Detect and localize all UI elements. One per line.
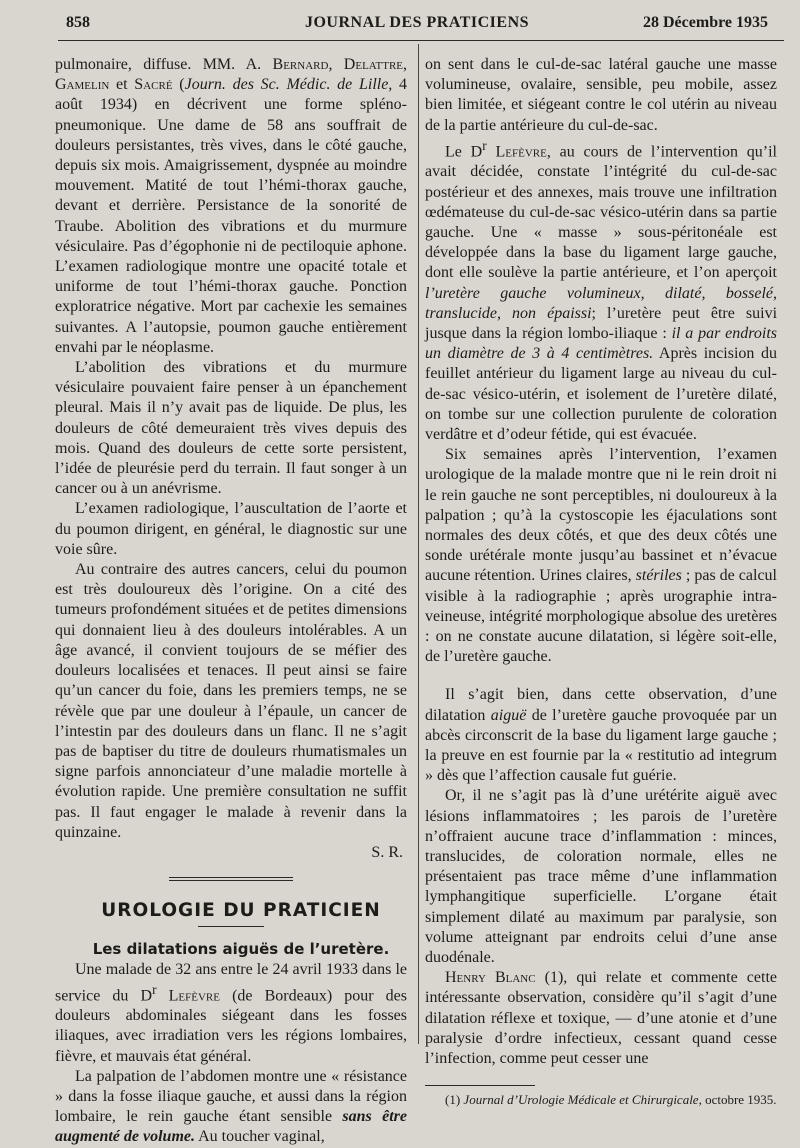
signature: S. R. — [371, 843, 403, 861]
footnote: (1) Journal d’Urologie Médicale et Chirurgicale, octobre 1935. — [445, 1092, 777, 1108]
paragraph: Le $D^r$ Lefèvre, au cours de l’intervention qu’il avait décidée, constate l’intégrité du cul-de-sac postérieur et des annexes, mais trouve une infiltration œdémateuse du cul-de-sac vésico-utérin dans sa partie gauche. Une « masse » sous-péritonéale est développée dans la base du ligament large gauche, dont elle soulève la partie antérieure, et l’on aperçoit l’uretère gauche volumineux, dilaté, bosselé, translucide, non épaissi; l’uretère peut être suivi jusque dans la région lombo-iliaque : il a par endroits un diamètre de 3 à 4 centimètres. Après incision du feuillet antérieur du ligament large au niveau du cul-de-sac vésico-utérin, et isolement de l’uretère dilaté, on tombe sur une collection purulente de coloration verdâtre et d’odeur fétide, qui est évacuée. — [425, 137, 778, 443]
footnote-reference: Journal d’Urologie Médicale et Chirurgicale, — [463, 1092, 702, 1108]
author-name: Delattre — [343, 56, 404, 73]
section-title: UROLOGIE DU PRATICIEN — [101, 900, 381, 922]
header-rule — [58, 40, 784, 41]
journal-name: JOURNAL DES PRATICIENS — [304, 14, 530, 31]
paragraph: L’examen radiologique, l’auscultation de l’aorte et du poumon dirigent, en général, le diagnostic sur une voie sûre. — [55, 500, 407, 558]
emphasis: sans être augmenté de volume. — [55, 1108, 407, 1146]
right-column — [425, 55, 777, 1108]
column-divider — [418, 44, 419, 1044]
author-name: Lefèvre — [495, 143, 547, 161]
paragraph: pulmonaire, diffuse. MM. A. Bernard, Delattre, Gamelin et Sacré (Journ. des Sc. Médic. de Lille, 4 août 1934) en décrivent une forme spléno-pneumonique. Une dame de 58 ans souffrait de douleurs persistantes, très vives, dans le côté gauche, depuis six mois. Amaigrissement, dyspnée au moindre mouvement. Matité de tout l’hémi-thorax gauche, devant et derrière. Persistance de la sonorité de Traube. Abolition des vibrations et du murmure vésiculaire. Pas d’égophonie ni de pectiloquie aphone. L’examen radiologique montre une opacité totale et uniforme de tout l’hémi-thorax gauche. Ponction exploratrice négative. Mort par cachexie les semaines suivantes. A l’autopsie, poumon gauche entièrement envahi par le néoplasme. — [55, 56, 408, 356]
emphasis: il a par endroits un diamètre de 3 à 4 centimètres. — [425, 324, 777, 363]
page-number: 858 — [66, 14, 90, 31]
paragraph: Or, il ne s’agit pas là d’une urétérite aiguë avec lésions inflammatoires ; les parois de l’uretère n’offraient aucune trace d’inflammation : minces, translucides, de coloration normale, elles ne présentaient pas trace même d’une inflammation lymphangitique superficielle. L’organe était simplement dilaté au maximum par paralysie, son volume atteignant par endroits celui d’une anse duodénale. — [425, 787, 777, 967]
emphasis: stériles — [635, 567, 682, 585]
journal-reference: Journ. des Sc. Médic. de Lille, — [184, 76, 393, 94]
section-separator — [169, 877, 293, 881]
author-name: Bernard — [272, 56, 329, 73]
paragraph: Six semaines après l’intervention, l’examen urologique de la malade montre que ni le rein droit ni le rein gauche ne sont perceptibles, ni douloureux à la palpation ; qu’à la cystoscopie les éjaculations sont normales des deux côtés, et que des deux côtés une sonde urétérale monte jusqu’au bassinet et n’évacue aucune rétention. Urines claires, stériles ; pas de calcul visible à la radiographie ; après urographie intra-veineuse, intégrité morphologique absolue des uretères : on ne constate aucune dilatation, si légère soit-elle, de l’uretère gauche. — [425, 446, 777, 666]
author-name: Sacré — [134, 76, 173, 94]
paragraph: Une malade de 32 ans entre le 24 avril 1933 dans le service du $D^r$ Lefèvre (de Bordeaux) pour des douleurs abdominales siégeant dans les fosses iliaques, avec irradiation vers les régions lombaires, fièvre, et mauvais état général. — [55, 960, 408, 1065]
left-column — [55, 55, 407, 1148]
footnote-rule — [425, 1085, 535, 1086]
paragraph: Au contraire des autres cancers, celui du poumon est très douloureux dès l’origine. On a cité des tumeurs profondément situées et de petites dimensions qui donnaient lieu à des douleurs intolérables. A un âge avancé, il convient toujours de se méfier des douleurs localisées et tenaces. Il peut ainsi se faire qu’un cancer du foie, dans les premiers temps, ne se révèle que par une douleur à l’épaule, un cancer de l’intestin par des douleurs dans un flanc. Il ne s’agit pas de baptiser du titre de douleurs rhumatismales un signe parfois annonciateur d’une maladie mortelle à évolution rapide. Une première consultation ne suffit pas. Il faut engager le malade à revenir dans la quinzaine. — [55, 561, 407, 841]
paragraph: on sent dans le cul-de-sac latéral gauche une masse volumineuse, ovalaire, sensible, peu mobile, assez bien limitée, et siégeant contre le col utérin au niveau de la partie antérieure du cul-de-sac. — [425, 56, 777, 134]
paragraph: Henry Blanc (1), qui relate et commente cette intéressante observation, considère qu’il s’agit d’une dilatation réflexe et toxique, — d’une atonie et d’une paralysie d’ordre infectieux, cessant quand cesse l’infection, comme peut cesser une — [425, 969, 777, 1068]
author-name: Henry Blanc — [445, 969, 536, 987]
emphasis: aiguë — [490, 706, 527, 724]
paragraph-gap — [425, 667, 777, 685]
paragraph: L’abolition des vibrations et du murmure vésiculaire pouvaient faire penser à un épanchement pleural. Mais il n’y avait pas de liquide. De plus, les douleurs de côté demeuraient très vives depuis des mois. Quand des douleurs de cette sorte persistent, l’idée de pleurésie perd du terrain. Il faut songer à un cancer ou à un anévrisme. — [55, 359, 407, 498]
author-name: Gamelin — [55, 76, 110, 94]
article-title: Les dilatations aiguës de l’uretère. — [92, 940, 390, 959]
emphasis: l’uretère gauche volumineux, dilaté, bosselé, translucide, non épaissi — [425, 284, 777, 322]
paragraph: La palpation de l’abdomen montre une « résistance » dans la fosse iliaque gauche, et aussi dans la région lombaire, le rein gauche étant sensible sans être augmenté de volume. Au toucher vaginal, — [55, 1067, 407, 1146]
author-name: Lefèvre — [168, 987, 220, 1005]
page-header — [66, 14, 768, 38]
issue-date: 28 Décembre 1935 — [643, 14, 768, 31]
section-underline — [198, 926, 264, 927]
paragraph: Il s’agit bien, dans cette observation, d’une dilatation aiguë de l’uretère gauche provoquée par un abcès circonscrit de la base du ligament large gauche ; la preuve en est fournie par la « restitutio ad integrum » dès que l’affection causale fut guérie. — [425, 686, 778, 785]
